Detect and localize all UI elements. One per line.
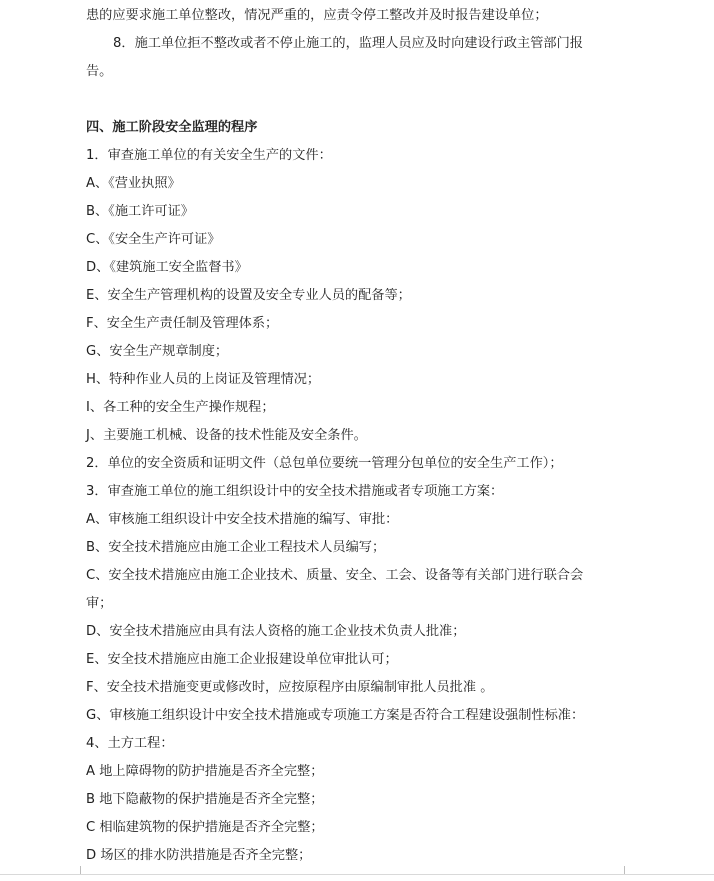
list-item: A 地上障碍物的防护措施是否齐全完整； bbox=[86, 764, 324, 779]
list-item: D 场区的排水防洪措施是否齐全完整； bbox=[86, 848, 312, 863]
list-item: C 相临建筑物的保护措施是否齐全完整； bbox=[86, 820, 324, 835]
list-item: 3．审查施工单位的施工组织设计中的安全技术措施或者专项施工方案： bbox=[86, 484, 504, 499]
list-item: H、特种作业人员的上岗证及管理情况； bbox=[86, 372, 321, 387]
list-item: I、各工种的安全生产操作规程； bbox=[86, 400, 275, 415]
list-item: B 地下隐蔽物的保护措施是否齐全完整； bbox=[86, 792, 324, 807]
page-boundary bbox=[0, 874, 714, 875]
list-item: F、安全技术措施变更或修改时，应按原程序由原编制审批人员批准 。 bbox=[86, 680, 494, 695]
list-item-8: 8．施工单位拒不整改或者不停止施工的，监理人员应及时向建设行政主管部门报 bbox=[113, 36, 583, 51]
list-item: D、《建筑施工安全监督书》 bbox=[86, 260, 248, 275]
list-item: A、审核施工组织设计中安全技术措施的编写、审批： bbox=[86, 512, 399, 527]
list-item: E、安全生产管理机构的设置及安全专业人员的配备等； bbox=[86, 288, 411, 303]
list-item: B、《施工许可证》 bbox=[86, 204, 194, 219]
list-item: 2．单位的安全资质和证明文件（总包单位要统一管理分包单位的安全生产工作）； bbox=[86, 456, 563, 471]
list-item: B、安全技术措施应由施工企业工程技术人员编写； bbox=[86, 540, 386, 555]
list-item: A、《营业执照》 bbox=[86, 176, 181, 191]
section-heading: 四、施工阶段安全监理的程序 bbox=[86, 120, 258, 135]
list-item: 1．审查施工单位的有关安全生产的文件： bbox=[86, 148, 332, 163]
list-item: G、安全生产规章制度； bbox=[86, 344, 229, 359]
list-item: D、安全技术措施应由具有法人资格的施工企业技术负责人批准； bbox=[86, 624, 466, 639]
list-item: G、审核施工组织设计中安全技术措施或专项施工方案是否符合工程建设强制性标准： bbox=[86, 708, 585, 723]
list-item: C、《安全生产许可证》 bbox=[86, 232, 221, 247]
list-item: C、安全技术措施应由施工企业技术、质量、安全、工会、设备等有关部门进行联合会 bbox=[86, 568, 584, 583]
list-item: F、安全生产责任制及管理体系； bbox=[86, 316, 279, 331]
list-item: E、安全技术措施应由施工企业报建设单位审批认可； bbox=[86, 652, 398, 667]
list-item: J、主要施工机械、设备的技术性能及安全条件。 bbox=[86, 428, 367, 443]
paragraph-line: 患的应要求施工单位整改，情况严重的，应责令停工整改并及时报告建设单位； bbox=[86, 8, 548, 23]
paragraph-line: 告。 bbox=[86, 64, 113, 79]
list-item-continuation: 审； bbox=[86, 596, 113, 611]
list-item: 4、土方工程： bbox=[86, 736, 174, 751]
